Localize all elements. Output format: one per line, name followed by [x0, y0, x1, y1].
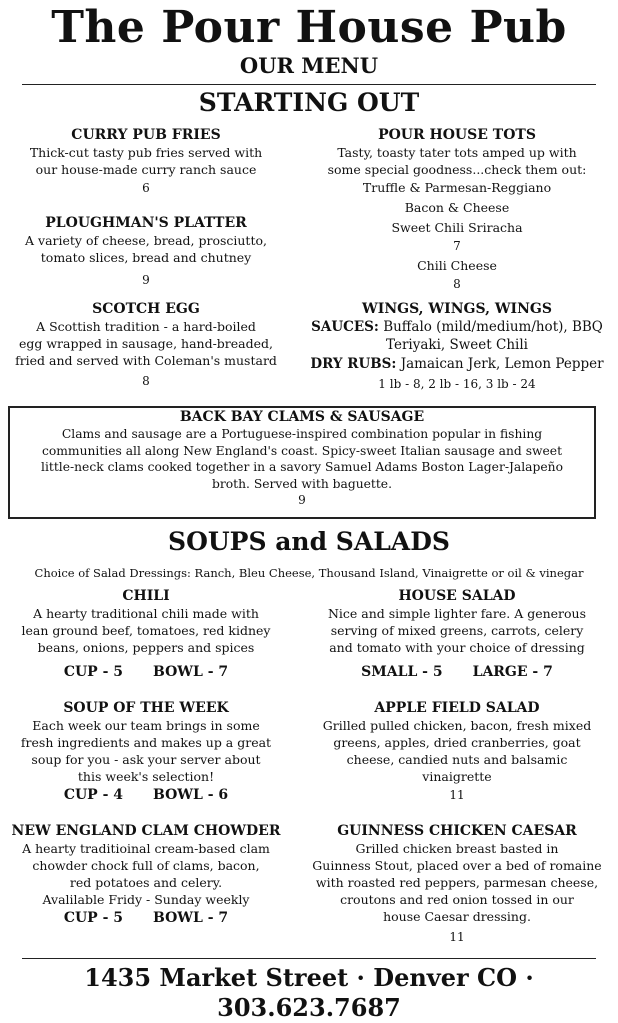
divider	[22, 84, 596, 85]
sauces-list: Buffalo (mild/medium/hot), BBQ	[383, 319, 603, 335]
menu-item-scotch-egg	[0, 300, 292, 389]
menu-item-wings	[296, 300, 618, 392]
item-description: little-neck clams cooked together in a savory Samuel Adams Boston Lager-Jalapeño	[41, 460, 563, 474]
item-description: Each week our team brings in some	[32, 718, 260, 733]
bowl-price: BOWL - 6	[153, 787, 229, 803]
cup-price: CUP - 5	[63, 910, 124, 926]
cup-price: CUP - 5	[63, 664, 124, 680]
item-name: PLOUGHMAN'S PLATTER	[45, 215, 247, 231]
menu-item-back-bay-clams	[10, 409, 594, 508]
item-price-options	[0, 785, 292, 805]
menu-item-house-salad	[296, 587, 618, 682]
tots-option: Bacon & Cheese	[404, 200, 510, 215]
menu-item-curry-fries	[0, 126, 292, 196]
item-description: with roasted red peppers, parmesan cheese,	[315, 875, 599, 890]
item-description: tomato slices, bread and chutney	[40, 250, 252, 265]
item-description: vinaigrette	[422, 769, 492, 784]
item-price: 6	[142, 181, 150, 195]
sauces-label: SAUCES:	[311, 319, 379, 335]
item-name: POUR HOUSE TOTS	[378, 127, 536, 143]
bowl-price: BOWL - 7	[153, 664, 229, 680]
item-name: APPLE FIELD SALAD	[374, 700, 540, 716]
section-heading-soups-salads: SOUPS and SALADS	[168, 527, 450, 556]
item-description: beans, onions, peppers and spices	[37, 640, 255, 655]
item-description: greens, apples, dried cranberries, goat	[333, 735, 581, 750]
item-price: 9	[142, 273, 150, 287]
item-description: lean ground beef, tomatoes, red kidney	[21, 623, 271, 638]
cup-price: CUP - 4	[63, 787, 124, 803]
item-name: HOUSE SALAD	[398, 588, 516, 604]
item-description: our house-made curry ranch sauce	[35, 162, 257, 177]
item-description: serving of mixed greens, carrots, celery	[330, 623, 584, 638]
menu-item-pour-house-tots	[296, 126, 618, 292]
wings-sauces	[296, 318, 618, 336]
menu-item-ploughmans-platter	[0, 214, 292, 288]
item-name: SCOTCH EGG	[92, 301, 200, 317]
item-price-options	[0, 662, 292, 682]
item-description: fried and served with Coleman's mustard	[15, 353, 277, 368]
menu-item-guinness-caesar	[296, 822, 618, 945]
item-name: GUINNESS CHICKEN CAESAR	[337, 823, 577, 839]
dry-rubs-list: Jamaican Jerk, Lemon Pepper	[400, 356, 604, 372]
item-price-options	[0, 908, 292, 928]
item-description: Tasty, toasty tater tots amped up with	[337, 145, 577, 160]
item-name: CHILI	[122, 588, 170, 604]
dry-rubs-label: DRY RUBS:	[310, 356, 397, 372]
menu-item-apple-field-salad	[296, 699, 618, 803]
item-name: NEW ENGLAND CLAM CHOWDER	[11, 823, 281, 839]
item-description: egg wrapped in sausage, hand-breaded,	[18, 336, 273, 351]
item-name: SOUP OF THE WEEK	[63, 700, 229, 716]
item-price-options	[296, 662, 618, 682]
restaurant-title: The Pour House Pub	[51, 2, 567, 53]
item-description: Nice and simple lighter fare. A generous	[327, 606, 587, 621]
divider	[22, 958, 596, 959]
item-description: house Caesar dressing.	[383, 909, 531, 924]
item-price: 11	[449, 788, 465, 802]
footer-address: 1435 Market Street · Denver CO · 303.623.7687	[84, 963, 534, 1022]
large-price: LARGE - 7	[472, 664, 553, 680]
menu-item-soup-of-the-week	[0, 699, 292, 805]
item-name: CURRY PUB FRIES	[71, 127, 221, 143]
menu-subtitle: OUR MENU	[239, 53, 379, 78]
salad-dressings-note: Choice of Salad Dressings: Ranch, Bleu Cheese, Thousand Island, Vinaigrette or oil & vinegar	[34, 566, 584, 580]
wings-sauces-cont: Teriyaki, Sweet Chili	[386, 337, 528, 353]
item-price: 7	[453, 239, 461, 253]
item-description: A hearty traditional chili made with	[33, 606, 259, 621]
item-description: and tomato with your choice of dressing	[329, 640, 585, 655]
item-price: 11	[449, 930, 465, 944]
item-price: 8	[453, 277, 461, 291]
wings-dry-rubs	[296, 354, 618, 374]
item-description: broth. Served with baguette.	[212, 476, 392, 491]
item-name: BACK BAY CLAMS & SAUSAGE	[179, 409, 425, 425]
item-description: some special goodness...check them out:	[327, 162, 587, 177]
item-description: Clams and sausage are a Portuguese-inspired combination popular in fishing	[61, 427, 543, 441]
item-description: fresh ingredients and makes up a great	[20, 735, 272, 750]
menu-item-clam-chowder	[0, 822, 292, 928]
small-price: SMALL - 5	[361, 664, 443, 680]
item-description: A hearty traditioinal cream-based clam	[22, 841, 270, 856]
item-description: chowder chock full of clams, bacon,	[32, 858, 260, 873]
item-name: WINGS, WINGS, WINGS	[362, 301, 552, 317]
item-description: Grilled pulled chicken, bacon, fresh mixed	[322, 718, 592, 733]
bowl-price: BOWL - 7	[153, 910, 229, 926]
section-heading-starting-out: STARTING OUT	[198, 88, 420, 117]
item-description: A Scottish tradition - a hard-boiled	[36, 319, 256, 334]
tots-option: Chili Cheese	[417, 258, 497, 273]
item-price: 8	[142, 374, 150, 388]
item-description: communities all along New England's coast. Spicy-sweet Italian sausage and sweet	[41, 443, 563, 458]
tots-option: Sweet Chili Sriracha	[391, 220, 523, 235]
item-price: 9	[298, 493, 306, 507]
item-description: this week's selection!	[77, 769, 215, 784]
item-description: Avalilable Fridy - Sunday weekly	[42, 892, 250, 907]
menu-item-chili	[0, 587, 292, 682]
item-description: cheese, candied nuts and balsamic	[346, 752, 568, 767]
item-description: Grilled chicken breast basted in	[355, 841, 559, 856]
item-description: A variety of cheese, bread, prosciutto,	[25, 233, 267, 248]
item-description: Guinness Stout, placed over a bed of romaine	[312, 858, 602, 873]
item-description: red potatoes and celery.	[69, 875, 223, 890]
item-description: Thick-cut tasty pub fries served with	[29, 145, 263, 160]
item-description: croutons and red onion tossed in our	[340, 892, 574, 907]
tots-option: Truffle & Parmesan-Reggiano	[362, 180, 552, 195]
wings-prices: 1 lb - 8, 2 lb - 16, 3 lb - 24	[378, 377, 536, 391]
item-description: soup for you - ask your server about	[31, 752, 261, 767]
